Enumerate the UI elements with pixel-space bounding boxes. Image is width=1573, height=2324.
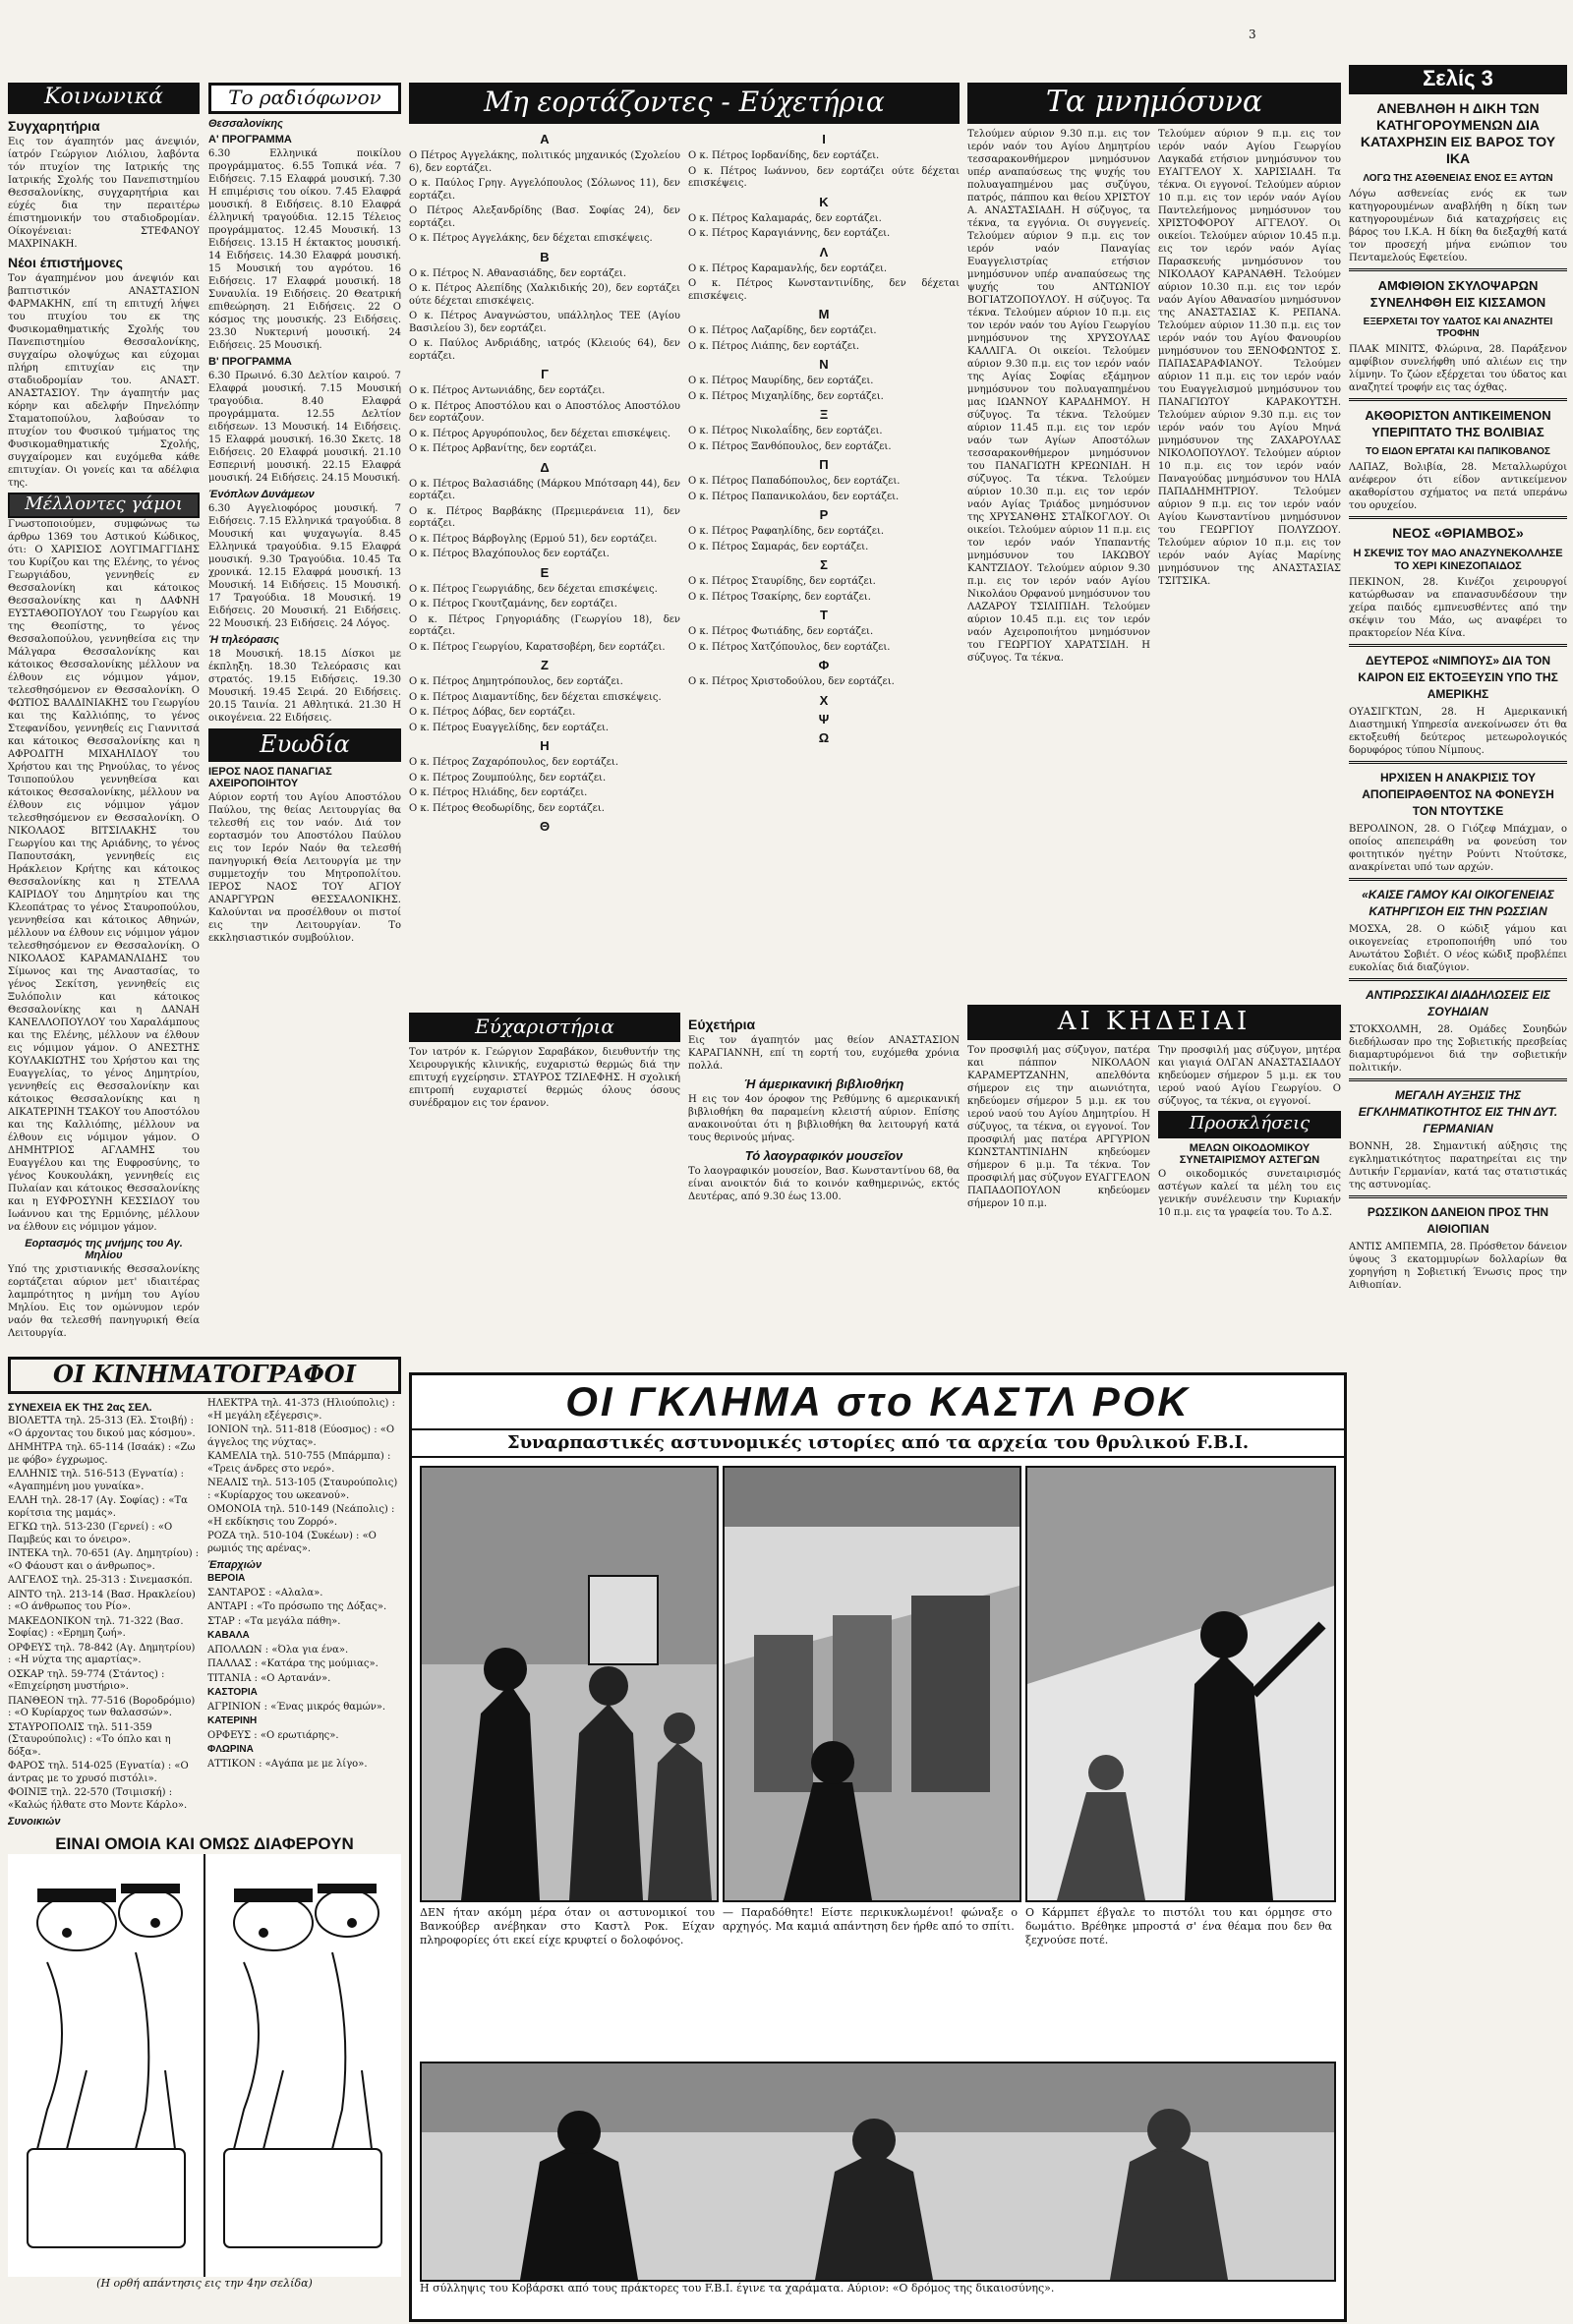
wish-entry: Ο κ. Πέτρος Αρβανίτης, δεν εορτάζει.: [409, 443, 597, 454]
wish-entry: Ο κ. Πέτρος Σαμαράς, δεν εορτάζει.: [688, 541, 869, 552]
cinema-listing: ΑΛΓΕΛΟΣ τηλ. 25-313 : Σινεμασκόπ.: [8, 1575, 193, 1586]
cinema-listing: ΚΑΜΕΛΙΑ τηλ. 510-755 (Μπάρμπα) : «Τρεις άνδρες στο νερό».: [207, 1451, 391, 1475]
text-amphibian: ΠΛΑΚ ΜΙΝΙΤΣ, Φλώρινα, 28. Παράξενον αμφίβιον συνελήφθη υπό αλιέων εις την λίμνην. Το ζώον εξέρχεται του ύδατος και αναζητεί τροφήν εις τας όχθας.: [1349, 344, 1567, 393]
page-number: 3: [1249, 28, 1256, 41]
text-nimbus: ΟΥΑΣΙΓΚΤΩΝ, 28. Η Αμερικανική Διαστημική Υπηρεσία ανεκοίνωσεν ότι θα εκτοξευθή δεύτερος μετεωρολογικός δορυφόρος τύπου Νίμπους.: [1349, 707, 1567, 756]
radio-program-3-title: Ένόπλων Δυνάμεων: [208, 489, 315, 500]
wish-entry: Ο κ. Πέτρος Γεωργιάδης, δεν δέχεται επισκέψεις.: [409, 583, 658, 595]
radio-program-2-text: 6.30 Πρωινό. 6.30 Δελτίον καιρού. 7 Ελαφρά μουσική. 7.15 Μουσική τραγούδια. 8.40 Ελαφρά προγράμματα. 12.55 Δελτίον ειδήσεων. 13 Μουσική. 14 Ειδήσεις. 15 Ελαφρά μουσική. 16.30 Σκετς. 18 Ειδήσεις. 20 Ελαφρά μουσική. 21.10 Εσπερινή μουσική. 22.15 Ελαφρά μουσική. 24 Ειδήσεις. 24.15 Μουσική.: [208, 371, 401, 484]
wish-entry: Ο κ. Πέτρος Καραγιάννης, δεν εορτάζει.: [688, 228, 891, 239]
text-sweden: ΣΤΟΚΧΟΛΜΗ, 28. Ομάδες Σουηδών διεδήλωσαν προ της Σοβιετικής πρεσβείας διαμαρτυρόμενοι διά την σοβιετικήν πολιτικήν.: [1349, 1024, 1567, 1074]
radio-program-2-title: Β' ΠΡΟΓΡΑΜΜΑ: [208, 356, 292, 368]
wish-entry: Ο κ. Πέτρος Φωτιάδης, δεν εορτάζει.: [688, 626, 874, 637]
wish-entry: Ο κ. Πέτρος Αντωνιάδης, δεν εορτάζει.: [409, 385, 606, 396]
banner-church: Ευωδία: [208, 728, 401, 762]
cinema-listing: ΒΙΟΛΕΤΤΑ τηλ. 25-313 (Ελ. Στοιβή) : «Ο άρχοντας του δικού μας κόσμου».: [8, 1416, 196, 1439]
wish-entry: Ο κ. Πέτρος Λαζαρίδης, δεν εορτάζει.: [688, 325, 877, 336]
wish-entry: Ο Πέτρος Αγγελάκης, πολιτικός μηχανικός (Σχολείου 6), δεν εορτάζει.: [409, 150, 680, 174]
province-city: ΦΛΩΡΙΝΑ: [207, 1744, 254, 1755]
wish-entry: Ο κ. Πέτρος Μαυρίδης, δεν εορτάζει.: [688, 376, 874, 386]
letter-heading: Ω: [818, 729, 830, 745]
wish-entry: Ο κ. Πέτρος Βάρβογλης (Ερμού 51), δεν εορτάζει.: [409, 533, 658, 545]
cinema-listing: ΔΗΜΗΤΡΑ τηλ. 65-114 (Ισαάκ) : «Ζω με φόβο» έγχρωμος.: [8, 1442, 196, 1466]
headline-triumph: ΝΕΟΣ «ΘΡΙΑΜΒΟΣ»: [1392, 525, 1524, 541]
wish-entry: Ο κ. Πέτρος Χατζόπουλος, δεν εορτάζει.: [688, 641, 891, 653]
wish-entry: Ο κ. Πέτρος Σταυρίδης, δεν εορτάζει.: [688, 576, 876, 587]
letter-heading: Ζ: [541, 658, 549, 672]
wish-entry: Ο κ. Πέτρος Ζαχαρόπουλος, δεν εορτάζει.: [409, 757, 619, 768]
wish-entry: Ο Πέτρος Αλεξανδρίδης (Βασ. Σοφίας 24), δεν εορτάζει.: [409, 205, 680, 229]
wish-entry: Ο κ. Πέτρος Ν. Αθανασιάδης, δεν εορτάζει.: [409, 267, 627, 279]
province-city: ΚΑΒΑΛΑ: [207, 1630, 250, 1641]
letter-heading: Ν: [819, 357, 829, 372]
wish-entry: Ο κ. Πέτρος Αλεπίδης (Χαλκιδικής 20), δεν εορτάζει ούτε δέχεται επισκέψεις.: [409, 283, 680, 307]
cinemas-subtitle: ΣΥΝΕΧΕΙΑ ΕΚ ΤΗΣ 2ας ΣΕΛ.: [8, 1402, 152, 1414]
province-city: ΚΑΣΤΟΡΙΑ: [207, 1687, 258, 1698]
headline-nimbus: ΔΕΥΤΕΡΟΣ «ΝΙΜΠΟΥΣ» ΔΙΑ ΤΟΝ ΚΑΙΡΟΝ ΕΙΣ ΕΚΤΟΞΕΥΣΙΝ ΥΠΟ ΤΗΣ ΑΜΕΡΙΚΗΣ: [1358, 654, 1558, 701]
column-society: [8, 83, 200, 1357]
cartoon-drawing: [8, 1854, 401, 2277]
letter-heading: Μ: [818, 307, 830, 321]
wish-entry: Ο κ. Πέτρος Βαλασιάδης (Μάρκου Μπότσαρη 44), δεν εορτάζει.: [409, 478, 680, 501]
text-marriage-code: ΜΟΣΧΑ, 28. Ο κώδιξ γάμου και οικογενείας ετροποποιήθη υπό του Ανωτάτου Σοβιέτ. Ο νέος κώδιξ προβλέπει ευκολίας διά διαζύγιον.: [1349, 924, 1567, 973]
wish-entry: Ο κ. Πέτρος Μιχαηλίδης, δεν εορτάζει.: [688, 390, 884, 402]
section-text-weddings: Γνωστοποιούμεν, συμφώνως τω άρθρω 1369 του Αστικού Κώδικος, ότι: Ο ΧΑΡΙΣΙΟΣ ΛΟΥΓΙΜΑΓΓΙΔΗΣ του Κυρίζου και της Ελένης, το γένος Γεωργιάδου, γεννηθείς εν Θεσσαλονίκη και κάτοικος Θεσσαλονίκης και η ΔΑΦΝΗ ΕΥΣΤΑΘΟΠΟΥΛΟΥ του Γεωργίου και της Θεοπίστης, το γένος Θεσσαλοπούλου, γεννηθείσα εις την Μάλγαρα Θεσσαλονίκης και κάτοικος Θεσσαλονίκης μέλλουν να έλθουν εις νόμιμον γάμον, τελεσθησόμενον εν Θεσσαλονίκη. Ο ΦΩΤΙΟΣ ΒΑΛΔΙΝΙΑΚΗΣ του Γεωργίου και της Καλλιόπης, το γένος Στεφανίδου, γεννηθείς εις Γιαννιτσά και κάτοικος Θεσσαλονίκης και η ΑΦΡΟΔΙΤΗ ΜΙΧΑΗΛΙΔΟΥ του Χρήστου και της Ρηνούλας, το γένος Τσιποπούλου γεννηθείσα και κάτοικος Θεσσαλονίκης, μέλλουν να έλθουν εις νόμιμον γάμον τελεσθησόμενον εν Θεσσαλονίκη. Ο ΝΙΚΟΛΑΟΣ ΒΙΤΣΙΛΑΚΗΣ του Γεωργίου και της Αριάδνης, το γένος Παπουτσάκη, γεννηθείς εις Ηράκλειον Κρήτης και κάτοικος Θεσσαλονίκης και η ΣΤΕΛΛΑ ΚΑΙΡΙΔΟΥ του Δημητρίου και της Κλεοπάτρας το γένος Σταυροπούλου, γεννηθείσα και κάτοικος Αθηνών, μέλλουν να έλθουν εις νόμιμον γάμον τελεσθησόμενον εν Θεσσαλονίκη. Ο ΝΙΚΟΛΑΟΣ ΚΑΡΑΜΑΝΛΙΔΗΣ του Σίμωνος και της Αναστασίας, το γένος Σεκίτση, γεννηθείς εις Ξυλόπολιν και κάτοικος Θεσσαλονίκης και η ΔΑΝΑΗ ΚΑΝΕΛΛΟΠΟΥΛΟΥ του Χαραλάμπους και της Ελένης, μέλλουν να έλθουν εις νόμιμον γάμον. Ο ΑΝΕΣΤΗΣ ΚΟΥΛΑΚΙΩΤΗΣ του Χρήστου και της Ευαγγελίας, το γένος Δημητρίου, γεννηθείς εις Θεσσαλονίκην και κάτοικος Θεσσαλονίκης και η ΑΙΚΑΤΕΡΙΝΗ ΤΣΑΚΟΥ του Αποστόλου και της Καλλιόπης, μέλλουν να έλθουν εις νόμιμον γάμον. Ο ΔΗΜΗΤΡΙΟΣ ΑΓΛΑΜΗΣ του Ευαγγέλου και της Ευφροσύνης, το γένος Κουκουλάκη, γεννηθείς εις Πυλαίαν και κάτοικος Θεσσαλονίκης και η ΕΥΦΡΟΣΥΝΗ ΚΕΣΣΙΔΟΥ του Ιωάννου και της Ερμιόνης, μέλλουν να έλθουν εις νόμιμον γάμον.: [8, 519, 200, 1233]
letter-heading: Θ: [539, 819, 551, 834]
banner-thanks: Εύχαριστήρια: [409, 1013, 680, 1042]
comic-panel-1: [420, 1466, 719, 1902]
cinemas-neighborhood-title: Συνοικιών: [8, 1816, 61, 1825]
euch-text: Εις τον άγαπητόν μας θείον ΑΝΑΣΤΑΣΙΟΝ ΚΑΡΑΓΙΑΝΝΗ, επί τη εορτή του, ευχόμεθα χρόνια πολλά.: [688, 1035, 960, 1072]
wishes-list-right: [688, 128, 960, 838]
wish-entry: Ο κ. Πέτρος Διαμαντίδης, δεν δέχεται επισκέψεις.: [409, 691, 662, 703]
wish-entry: Ο κ. Πέτρος Ηλιάδης, δεν εορτάζει.: [409, 787, 588, 798]
radio-program-1-title: Α' ΠΡΟΓΡΑΜΜΑ: [208, 134, 292, 145]
text-triumph: ΠΕΚΙΝΟΝ, 28. Κινέζοι χειρουργοί κατώρθωσαν να επανασυνδέσουν την χείρα παιδός εμπνευσθέντες από την σκέψιν του Μάο, ως αναφέρει το πρακτορείον Νέα Κίνα.: [1349, 577, 1567, 639]
section-title-new-scientists: Νέοι έπιστήμονες: [8, 255, 123, 270]
cinema-listing: ΑΤΤΙΚΟΝ : «Αγάπα με με λίγο».: [207, 1758, 368, 1770]
wish-entry: Ο κ. Πέτρος Βαρβάκης (Πρεμιεράνεια 11), δεν εορτάζει.: [409, 505, 680, 529]
cinema-listing: ΑΙΝΤΟ τηλ. 213-14 (Βασ. Ηρακλείου) : «Ο άνθρωπος του Ρίο».: [8, 1589, 196, 1612]
wish-entry: Ο κ. Πέτρος Θεοδωρίδης, δεν εορτάζει.: [409, 802, 605, 814]
wish-entry: Ο κ. Πέτρος Καραμανλής, δεν εορτάζει.: [688, 262, 888, 274]
banner-wishes: Μη εορτάζοντες - Εύχετήρια: [409, 83, 960, 124]
headline-amphibian: ΑΜΦΙΘΙΟΝ ΣΚΥΛΟΨΑΡΩΝ ΣΥΝΕΛΗΦΘΗ ΕΙΣ ΚΙΣΣΑΜΟΝ: [1369, 278, 1546, 310]
wish-entry: Ο κ. Πέτρος Λιάπης, δεν εορτάζει.: [688, 340, 860, 352]
comic-panel-2: [723, 1466, 1021, 1902]
headline-ufo: ΑΚΘΟΡΙΣΤΟΝ ΑΝΤΙΚΕΙΜΕΝΟΝ ΥΠΕΡΙΠΤΑΤΟ ΤΗΣ ΒΟΛΙΒΙΑΣ: [1365, 408, 1551, 439]
cartoon-title: ΕΙΝΑΙ ΟΜΟΙΑ ΚΑΙ ΟΜΩΣ ΔΙΑΦΕΡΟΥΝ: [55, 1834, 354, 1853]
wish-entry: Ο κ. Πέτρος Ζουμπούλης, δεν εορτάζει.: [409, 772, 607, 784]
section-title-congrats: Συγχαρητήρια: [8, 118, 100, 134]
wish-entry: Ο κ. Πέτρος Αργυρόπουλος, δεν δέχεται επισκέψεις.: [409, 428, 671, 439]
letter-heading: Δ: [540, 459, 550, 475]
wish-entry: Ο κ. Πέτρος Γρηγοριάδης (Γεωργίου 18), δεν εορτάζει.: [409, 613, 680, 637]
cinema-listing: ΟΜΟΝΟΙΑ τηλ. 510-149 (Νεάπολις) : «Η εκδίκησις του Ζορρό».: [207, 1504, 395, 1528]
cinema-listing: ΣΑΝΤΑΡΟΣ : «Αλαλα».: [207, 1587, 323, 1598]
wish-entry: Ο κ. Πέτρος Δημητρόπουλος, δεν εορτάζει.: [409, 676, 623, 687]
folk-text: Το λαογραφικόν μουσείον, Βασ. Κωνσταντίνου 68, θα είναι ανοικτόν διά το κοινόν καθημερινώς, εκτός Δευτέρας, από 9.30 έως 13.00.: [688, 1166, 960, 1202]
headline-germany-crime: ΜΕΓΑΛΗ ΑΥΞΗΣΙΣ ΤΗΣ ΕΓΚΛΗΜΑΤΙΚΟΤΗΤΟΣ ΕΙΣ ΤΗΝ ΔΥΤ. ΓΕΡΜΑΝΙΑΝ: [1358, 1088, 1558, 1135]
cinema-listing: ΟΣΚΑΡ τηλ. 59-774 (Στάντος) : «Επιχείρηση μυστήριο».: [8, 1668, 165, 1692]
wish-entry: Ο κ. Πέτρος Αγγελάκης, δεν δέχεται επισκέψεις.: [409, 233, 653, 244]
comic-title: ΟΙ ΓΚΛΗΜΑ στο ΚΑΣΤΛ ΡΟΚ: [412, 1375, 1344, 1430]
tv-title: Ή τηλεόρασις: [208, 634, 280, 646]
church-text: Αύριον εορτή του Αγίου Αποστόλου Παύλου, της θείας Λειτουργίας θα τελεσθή εις τον ναόν. Διά τον εορτασμόν του Αποστόλου Παύλου εις τον Ιερόν Ναόν θα τελεσθή πανηγυρική Θεία Λειτουργία με την συμμετοχήν του Μητροπολίτου. ΙΕΡΟΣ ΝΑΟΣ ΤΟΥ ΑΓΙΟΥ ΑΝΑΡΓΥΡΩΝ ΘΕΣΣΑΛΟΝΙΚΗΣ. Καλούνται να προσέλθουν οι πιστοί εις την Λειτουργίαν. Το εκκλησιαστικόν συμβούλιον.: [208, 792, 401, 944]
cinema-listing: ΦΟΙΝΙΞ τηλ. 22-570 (Τσιμισκή) : «Καλώς ήλθατε στο Μοντε Κάρλο».: [8, 1787, 188, 1811]
cinema-listing: ΤΙΤΑΝΙΑ : «Ο Αρτανάν».: [207, 1672, 331, 1684]
cinemas-block: [8, 1357, 401, 1825]
radio-program-1-text: 6.30 Ελληνικά ποικίλου προγράμματος. 6.55 Τοπικά νέα. 7 Ειδήσεις. 7.15 Ελαφρά μουσική. 7.30 Η επιμέρισις του οίκου. 7.45 Ελαφρά μουσική. 8 Ειδήσεις. 8.10 Ελαφρά έλληνική τραγούδια. 12.15 Τέλειος προγράμματος. 12.45 Μουσική. 13 Ειδήσεις. 13.15 Η έκτακτος μουσική. 14 Ειδήσεις. 14.30 Ελαφρά μουσική. 15 Μουσική του αγρότου. 16 Ειδήσεις. 17 Ελαφρά μουσική. 18 Συναυλία. 19 Ειδήσεις. 20 Θεατρική επιθεώρηση. 21 Ειδήσεις. 22 Ο κόσμος της μουσικής. 23 Ειδήσεις. 23.30 Νυκτερινή μουσική. 24 Ειδήσεις. 25 Μουσική.: [208, 148, 401, 351]
banner-page: Σελίς 3: [1349, 65, 1567, 94]
wish-entry: Ο κ. Πέτρος Τσακίρης, δεν εορτάζει.: [688, 591, 871, 603]
letter-heading: Λ: [819, 244, 829, 260]
wish-entry: Ο κ. Πέτρος Αποστόλου και ο Αποστόλος Αποστόλου δεν εορτάζουν.: [409, 400, 680, 424]
letter-heading: Κ: [819, 194, 829, 209]
section-text-congrats: Εις τον άγαπητόν μας άνεψιόν, ίατρόν Γεώργιον Λιόλιου, λαβόντα τόν πτυχίον της Ιατρικής της Ιατρικής Σχολής του Πανεπιστημίου Θεσσαλονίκης, συγχαρητήρια και εύχές δια την περαιτέρω έπιστημονικήν του σταδιοδρομίαν. Οίκογένειαι: ΣΤΕΦΑΝΟΥ ΜΑΧΡΙΝΑΚΗ.: [8, 137, 200, 250]
subhead-ufo: ΤΟ ΕΙΔΟΝ ΕΡΓΑΤΑΙ ΚΑΙ ΠΑΠΙΚΟΒΑΝΟΣ: [1366, 446, 1550, 457]
church-subtitle: ΙΕΡΟΣ ΝΑΟΣ ΠΑΝΑΓΙΑΣ ΑΧΕΙΡΟΠΟΙΗΤΟΥ: [208, 766, 332, 789]
wish-entry: Ο κ. Πέτρος Γεωργίου, Καρατσοβέρη, δεν εορτάζει.: [409, 641, 666, 653]
letter-heading: Ε: [540, 564, 550, 580]
wish-entry: Ο κ. Πέτρος Χριστοδούλου, δεν εορτάζει.: [688, 676, 895, 687]
wish-entry: Ο κ. Πέτρος Παπανικολάου, δεν εορτάζει.: [688, 491, 900, 502]
wish-entry: Ο κ. Πέτρος Δόβας, δεν εορτάζει.: [409, 707, 576, 718]
cinema-listing: ΣΤΑΡ : «Τα μεγάλα πάθη».: [207, 1615, 341, 1627]
tv-text: 18 Μουσική. 18.15 Δίσκοι με έκπληξη. 18.30 Τελεόρασις και στρατός. 19.15 Ειδήσεις. 19.30 Μουσική. 19.45 Σειρά. 20 Ειδήσεις. 20.15 Ταινία. 21 Αθλητικά. 21.30 Η οικογένεια. 22 Ειδήσεις.: [208, 649, 401, 724]
wish-entry: Ο κ. Πέτρος Γκουτζαμάνης, δεν εορτάζει.: [409, 599, 617, 610]
cinema-listing: ΕΛΛΗΝΙΣ τηλ. 516-513 (Εγνατία) : «Αγαπημένη μου γυναίκα».: [8, 1469, 185, 1492]
text-ufo: ΛΑΠΑΖ, Βολιβία, 28. Μεταλλωρύχοι ανέφερον ότι είδον αντικείμενον ακαθορίστου σχήματος να πετά υπεράνω του ορυχείου.: [1349, 462, 1567, 511]
letter-heading: Γ: [541, 367, 549, 381]
cartoon-caption: (Η ορθή απάντησις εις την 4ην σελίδα): [96, 2277, 313, 2290]
radio-station: Θεσσαλονίκης: [208, 118, 283, 130]
cinema-listing: ΜΑΚΕΔΟΝΙΚΟΝ τηλ. 71-322 (Βασ. Σοφίας) : «Ερημη ζωή».: [8, 1615, 184, 1639]
comic-caption-4: Η σύλληψις του Κοβάρσκι από τους πράκτορες του F.B.I. έγινε τα χαράματα. Αύριον: «Ο δρόμος της δικαιοσύνης».: [420, 2282, 1055, 2295]
letter-heading: Χ: [819, 692, 829, 708]
funerals-block: [967, 1005, 1341, 1359]
subhead-ika: ΛΟΓΩ ΤΗΣ ΑΣΘΕΝΕΙΑΣ ΕΝΟΣ ΕΞ ΑΥΤΩΝ: [1363, 173, 1553, 184]
notices-block: [688, 1013, 960, 1357]
cinema-listing: ΡΟΖΑ τηλ. 510-104 (Συκέων) : «Ο ρωμιός της αρένας».: [207, 1531, 377, 1554]
letter-heading: Τ: [820, 608, 828, 622]
letter-heading: Η: [540, 738, 550, 753]
wish-entry: Ο κ. Πέτρος Κωνσταντινίδης, δεν δέχεται επισκέψεις.: [688, 278, 960, 302]
text-dutschke: ΒΕΡΟΛΙΝΟΝ, 28. Ο Γιόζεφ Μπάχμαν, ο οποίος απεπειράθη να φονεύση τον φοιτητικόν ηγέτην Ρούντι Ντούτσκε, ανακρίνεται υπό των αρχών.: [1349, 824, 1567, 873]
wishes-list-left: [409, 128, 680, 838]
cinema-listing: ΝΕΑΛΙΣ τηλ. 513-105 (Σταυρούπολις) : «Κυρίαρχος του ωκεανού».: [207, 1478, 398, 1501]
wish-entry: Ο κ. Πέτρος Νικολαΐδης, δεν εορτάζει.: [688, 426, 883, 436]
wish-entry: Ο κ. Παύλος Γρηγ. Αγγελόπουλος (Σόλωνος 11), δεν εορτάζει.: [409, 178, 680, 202]
comic-panel-4: [420, 2062, 1336, 2282]
letter-heading: Φ: [818, 658, 830, 672]
province-city: ΒΕΡΟΙΑ: [207, 1573, 246, 1584]
cinema-listing: ΑΓΡΙΝΙΟΝ : «Ένας μικρός θαμών».: [207, 1701, 386, 1713]
memorials-text-left: Τελούμεν αύριον 9.30 π.μ. εις τον ιερόν ναόν του Αγίου Δημητρίου τεσσαρακονθήμερον μνημόσυνον υπέρ αναπαύσεως της ψυχής του πολυαγαπημένου μας συζύγου, πατρός, πάππου και θείου ΧΡΙΣΤΟΥ Α. ΑΝΑΣΤΑΣΙΑΔΗ. Η σύζυγος, τα τέκνα, τα εγγόνια. Οι συγγενείς. Τελούμεν αύριον 9 π.μ. εις τον ιερόν ναόν Παναγίας Ευαγγελιστρίας ετήσιον μνημόσυνον υπέρ αναπαύσεως της ψυχής του ΑΝΤΩΝΙΟΥ ΒΟΓΙΑΤΖΟΠΟΥΛΟΥ. Η σύζυγος. Τα τέκνα. Τελούμεν αύριον 10 π.μ. εις τον ιερόν ναόν του Αγίου Γεωργίου μνημόσυνον της ΧΡΥΣΟΥΛΑΣ ΚΑΛΛΙΓΑ. Οι οικείοι. Τελούμεν αύριον 9.30 π.μ. εις τον ιερόν ναόν της Αγίας Σοφίας εξάμηνον μνημόσυνον του πολυαγαπημένου μας ΙΩΑΝΝΟΥ ΚΑΡΑΔΗΜΟΥ. Η σύζυγος. Τα τέκνα. Τελούμεν αύριον 11.45 π.μ. εις τον ιερόν ναόν των Αγίων Αποστόλων τεσσαρακονθήμερον μνημόσυνον του ΠΑΝΑΓΙΩΤΗ ΚΡΕΩΝΙΔΗ. Η σύζυγος. Τα τέκνα. Τελούμεν αύριον 10.30 π.μ. εις τον ιερόν ναόν Αγίας Τριάδος μνημόσυνον της ΧΡΥΣΑΝΘΗΣ ΣΤΑΪΚΟΓΛΟΥ. Οι οικείοι. Τελούμεν αύριον 11 π.μ. εις τον ιερόν ναόν Υπαπαντής μνημόσυνον του ΙΑΚΩΒΟΥ ΚΑΝΤΖΙΔΟΥ. Τελούμεν αύριον 9.30 π.μ. εις τον ιερόν ναόν Αγίου Νικολάου Ορφανού μνημόσυνον του ΛΑΖΑΡΟΥ ΤΣΙΛΙΠΙΔΗ. Τελούμεν αύριον 10.45 π.μ. εις τον ιερόν ναόν Αχειροποιήτου μνημόσυνον του ΓΕΩΡΓΙΟΥ ΧΑΡΑΤΣΙΔΗ. Η σύζυγος. Τα τέκνα.: [967, 129, 1150, 664]
invitations-text: Ο οικοδομικός συνεταιρισμός αστέγων καλεί τα μέλη του εις γενικήν συνέλευσιν την Κυριακήν 10 π.μ. εις τα γραφεία του. Το Δ.Σ.: [1158, 1169, 1341, 1218]
cartoon-block: [8, 1834, 401, 2306]
comic-subtitle: Συναρπαστικές αστυνομικές ιστορίες από τα αρχεία του θρυλικού F.B.I.: [412, 1430, 1344, 1458]
column-news: [1349, 65, 1567, 2316]
cinema-listing: ΑΝΤΑΡΙ : «Το πρόσωπο της Δόξας».: [207, 1601, 387, 1612]
memorials-text-right: Τελούμεν αύριον 9 π.μ. εις τον ιερόν ναόν Αγίου Γεωργίου Λαγκαδά ετήσιον μνημόσυνον του ΕΥΑΓΓΕΛΟΥ Χ. ΧΑΡΙΣΙΑΔΗ. Τα τέκνα. Οι εγγονοί. Τελούμεν αύριον 10 π.μ. εις τον ιερόν ναόν Αγίου Παντελεήμονος μνημόσυνον του ΧΡΙΣΤΟΦΟΡΟΥ ΑΓΓΕΛΟΥ. Οι οικείοι. Τελούμεν αύριον 10.45 π.μ. εις τον ιερόν ναόν Αγίας Παρασκευής μνημόσυνον του ΝΙΚΟΛΑΟΥ ΚΑΡΑΝΑΘΗ. Τελούμεν αύριον 10.30 π.μ. εις τον ιερόν ναόν Αγίου Αθανασίου μνημόσυνον της ΑΝΑΣΤΑΣΙΑΣ Κ. ΡΕΠΑΝΑ. Τελούμεν αύριον 11.30 π.μ. εις τον ιερόν ναόν του Αγίου Φανουρίου μνημόσυνον του ΞΕΝΟΦΩΝΤΟΣ Σ. ΠΑΠΑΣΑΡΑΦΙΑΝΟΥ. Τελούμεν αύριον 11 π.μ. εις τον ιερόν ναόν του Ευαγγελισμού μνημόσυνον του ΠΑΝΑΓΙΩΤΟΥ ΚΑΡΑΚΟΥΤΣΗ. Τελούμεν αύριον 9.30 π.μ. εις τον ιερόν ναόν του Αγίου Μηνά μνημόσυνον της ΖΑΧΑΡΟΥΛΑΣ ΝΙΚΟΛΟΠΟΥΛΟΥ. Τελούμεν αύριον 10 π.μ. εις τον ιερόν ναόν Παναγούδας μνημόσυνον του ΗΛΙΑ ΠΑΠΑΔΗΜΗΤΡΙΟΥ. Τελούμεν αύριον 9 π.μ. εις τον ιερόν ναόν Αγίου Κωνσταντίνου μνημόσυνον του ΓΕΩΡΓΙΟΥ ΠΟΛΥΖΩΟΥ. Τελούμεν αύριον 10 π.μ. εις τον ιερόν ναόν Αγίας Μαρίνης μνημόσυνον της ΑΝΑΣΤΑΣΙΑΣ ΤΣΙΤΣΙΚΑ.: [1158, 129, 1341, 587]
cinema-listing: ΙΟΝΙΟΝ τηλ. 511-818 (Εύοσμος) : «Ο άγγελος της νύχτας».: [207, 1424, 395, 1448]
cinema-listing: ΕΛΛΗ τηλ. 28-17 (Αγ. Σοφίας) : «Τα κορίτσια της μαμάς».: [8, 1495, 188, 1519]
invitations-title: ΜΕΛΩΝ ΟΙΚΟΔΟΜΙΚΟΥ ΣΥΝΕΤΑΙΡΙΣΜΟΥ ΑΣΤΕΓΩΝ: [1179, 1142, 1320, 1166]
cinemas-list-left: [8, 1398, 200, 1825]
banner-radio: Το ραδιόφωνον: [208, 83, 401, 114]
wish-entry: Ο κ. Πέτρος Ιορδανίδης, δεν εορτάζει.: [688, 150, 880, 161]
text-ethiopia-loan: ΑΝΤΙΣ ΑΜΠΕΜΠΑ, 28. Πρόσθετον δάνειον ύψους 3 εκατομμυρίων δολλαρίων θα χορηγήση η Σοβιετική Ένωσις προς την Αιθιοπίαν.: [1349, 1242, 1567, 1291]
cinemas-title: ΟΙ ΚΙΝΗΜΑΤΟΓΡΑΦΟΙ: [8, 1357, 401, 1394]
cinema-listing: ΟΡΦΕΥΣ τηλ. 78-842 (Αγ. Δημητρίου) : «Η νύχτα της αμαρτίας».: [8, 1642, 196, 1665]
banner-society: Κοινωνικά: [8, 83, 200, 114]
text-ika: Λόγω ασθενείας ενός εκ των κατηγορουμένων αναβλήθη η δίκη των κατηγορουμένων διά καταχρήσεις εις βάρος του Ι.Κ.Α. Η δίκη θα διεξαχθή κατά τον προσεχή μήνα ενώπιον του Πενταμελούς Εφετείου.: [1349, 189, 1567, 263]
province-city: ΚΑΤΕΡΙΝΗ: [207, 1715, 258, 1726]
wish-entry: Ο κ. Πέτρος Ευαγγελίδης, δεν εορτάζει.: [409, 722, 610, 733]
comic-strip: [409, 1372, 1347, 2322]
wish-entry: Ο κ. Πέτρος Αναγνώστου, υπάλληλος ΤΕΕ (Αγίου Βασιλείου 3), δεν εορτάζει.: [409, 311, 680, 334]
wish-entry: Ο κ. Πέτρος Ραφαηλίδης, δεν εορτάζει.: [688, 526, 885, 537]
cinema-listing: ΟΡΦΕΥΣ : «Ο ερωτιάρης».: [207, 1729, 339, 1741]
wish-entry: Ο κ. Παύλος Ανδριάδης, ιατρός (Κλειούς 64), δεν εορτάζει.: [409, 338, 680, 362]
funerals-text-right: Την προσφιλή μας σύζυγον, μητέρα και γιαγιά ΟΛΓΑΝ ΑΝΑΣΤΑΣΙΑΔΟΥ κηδεύομεν σήμερον 5 μ.μ. εκ του ιερού ναού Αγίου Γεωργίου. Ο σύζυγος, τα τέκνα, οι εγγονοί.: [1158, 1045, 1341, 1107]
cinema-listing: ΣΤΑΥΡΟΠΟΛΙΣ τηλ. 511-359 (Σταυρούπολις) : «Το όπλο και η δόξα».: [8, 1721, 171, 1758]
letter-heading: Σ: [820, 557, 828, 572]
cinema-listing: ΠΑΛΛΑΣ : «Κατάρα της μούμιας».: [207, 1658, 379, 1669]
cinemas-provinces-title: Έπαρχιών: [207, 1559, 262, 1571]
text-germany-crime: ΒΟΝΝΗ, 28. Σημαντική αύξησις της εγκληματικότητος παρατηρείται εις την Δυτικήν Γερμανίαν, κατά τας στατιστικάς της αστυνομίας.: [1349, 1141, 1567, 1191]
comic-caption-2: — Παραδόθητε! Είστε περικυκλωμένοι! φώναξε ο αρχηγός. Μα καμιά απάντηση δεν ήρθε από το σπίτι.: [723, 1906, 1018, 1933]
thanks-block: [409, 1013, 680, 1357]
cinema-listing: ΗΛΕΚΤΡΑ τηλ. 41-373 (Ηλιούπολις) : «Η μεγάλη εξέγερσις».: [207, 1398, 395, 1422]
banner-funerals: ΑΙ ΚΗΔΕΙΑΙ: [967, 1005, 1341, 1040]
radio-program-3-text: 6.30 Αγγελιοφόρος μουσική. 7 Ειδήσεις. 7.15 Ελληνικά τραγούδια. 8 Μουσική και ψυχαγωγία. 8.45 Ελληνικά τραγούδια. 9.15 Ελαφρά μουσική. 9.30 Τραγούδια. 10.45 Τα χρονικά. 12.15 Ελαφρά μουσική. 13 Μουσική. 14 Ειδήσεις. 15 Μουσική. 17 Τραγούδια. 18 Μουσική. 19 Ειδήσεις. 20 Μουσική. 21 Ειδήσεις. 22 Μουσική. 23 Ειδήσεις. 24 Λόγος.: [208, 503, 401, 629]
thanks-text: Τον ιατρόν κ. Γεώργιον Σαραβάκον, διευθυντήν της Χειρουργικής κλινικής, ευχαριστώ θερμώς διά την επιτυχή εγχείρησιν. ΣΤΑΥΡΟΣ ΤΖΙΛΕΦΗΣ. Η σχολική επιτροπή ευχαριστεί θερμώς όλους όσους συνέδραμον εις τον έρανον.: [409, 1047, 680, 1109]
cinema-listing: ΠΑΝΘΕΟΝ τηλ. 77-516 (Βοροδρόμιο) : «Ο Κυρίαρχος των θαλασσών».: [8, 1695, 196, 1718]
cinema-listing: ΑΠΟΛΛΩΝ : «Όλα για ένα».: [207, 1644, 349, 1656]
wish-entry: Ο κ. Πέτρος Βλαχόπουλος δεν εορτάζει.: [409, 549, 610, 559]
subhead-amphibian: ΕΞΕΡΧΕΤΑΙ ΤΟΥ ΥΔΑΤΟΣ ΚΑΙ ΑΝΑΖΗΤΕΙ ΤΡΟΦΗΝ: [1363, 317, 1553, 339]
headline-sweden: ΑΝΤΙΡΩΣΣΙΚΑΙ ΔΙΑΔΗΛΩΣΕΙΣ ΕΙΣ ΣΟΥΗΔΙΑΝ: [1366, 988, 1550, 1018]
comic-panel-3: [1025, 1466, 1336, 1902]
biblio-text: Η εις τον 4ον όροφον της Ρεθύμνης 6 αμερικανική βιβλιοθήκη θα παραμείνη κλειστή αύριον. Επίσης ανακοινούται ότι η βιβλιοθήκη θα λειτουργή κατά τους θερινούς μήνας.: [688, 1094, 960, 1143]
letter-heading: Α: [540, 132, 550, 146]
cinema-listing: ΕΓΚΩ τηλ. 513-230 (Γερνεί) : «Ο Παμβεύς και το όνειρο».: [8, 1522, 173, 1545]
letter-heading: Π: [819, 457, 829, 472]
headline-dutschke: ΗΡΧΙΣΕΝ Η ΑΝΑΚΡΙΣΙΣ ΤΟΥ ΑΠΟΠΕΙΡΑΘΕΝΤΟΣ ΝΑ ΦΟΝΕΥΣΗ ΤΟΝ ΝΤΟΥΤΣΚΕ: [1362, 771, 1554, 818]
headline-ika: ΑΝΕΒΛΗΘΗ Η ΔΙΚΗ ΤΩΝ ΚΑΤΗΓΟΡΟΥΜΕΝΩΝ ΔΙΑ ΚΑΤΑΧΡΗΣΙΝ ΕΙΣ ΒΑΡΟΣ ΤΟΥ ΙΚΑ: [1360, 100, 1556, 166]
headline-marriage-code: «ΚΑΙΣΕ ΓΑΜΟΥ ΚΑΙ ΟΙΚΟΓΕΝΕΙΑΣ ΚΑΤΗΡΓΙΣΟΗ ΕΙΣ ΤΗΝ ΡΩΣΣΙΑΝ: [1362, 888, 1554, 918]
funerals-text-left: Τον προσφιλή μας σύζυγον, πατέρα και πάππον ΝΙΚΟΛΑΟΝ ΚΑΡΑΜΕΡΤΖΑΝΗΝ, απελθόντα σήμερον εις την αιωνιότητα, κηδεύομεν σήμερον 5 μ.μ. εκ του ιερού ναού του Αγίου Δημητρίου. Η σύζυγος, τα τέκνα, οι εγγονοί. Τον προσφιλή μας πατέρα ΑΡΓΥΡΙΟΝ ΚΩΝΣΤΑΝΤΙΝΙΔΗΝ κηδεύομεν σήμερον 6 μ.μ. Τα τέκνα. Τον προσφιλή μας σύζυγον ΕΥΑΓΓΕΛΟΝ ΠΑΠΑΔΟΠΟΥΛΟΝ κηδεύομεν σήμερον 10 π.μ.: [967, 1045, 1150, 1209]
subhead-triumph: Η ΣΚΕΨΙΣ ΤΟΥ ΜΑΟ ΑΝΑΖΥΝΕΚΟΛΛΗΣΕ ΤΟ ΧΕΡΙ ΚΙΝΕΖΟΠΑΙΔΟΣ: [1353, 548, 1563, 572]
euch-title: Εύχετήρια: [688, 1017, 756, 1032]
section-title-feast: Εορτασμός της μνήμης του Αγ. Μηλίου: [25, 1238, 183, 1261]
banner-memorials: Τα μνημόσυνα: [967, 83, 1341, 124]
biblio-title: Ή άμερικανική βιβλιοθήκη: [743, 1076, 904, 1091]
column-radio: [208, 83, 401, 1351]
letter-heading: Β: [540, 249, 550, 264]
wish-entry: Ο κ. Πέτρος Καλαμαράς, δεν εορτάζει.: [688, 212, 882, 224]
wish-entry: Ο κ. Πέτρος Ξανθόπουλος, δεν εορτάζει.: [688, 440, 892, 452]
wish-entry: Ο κ. Πέτρος Παπαδόπουλος, δεν εορτάζει.: [688, 476, 901, 487]
section-text-new-scientists: Τον άγαπημένον μου άνεψιόν και βαπτιστικόν ΑΝΑΣΤΑΣΙΟΝ ΦΑΡΜΑΚΗΝ, επί τη επιτυχή λήψει του πτυχίου του εκ της Φυσικομαθηματικής Σχολής του Πανεπιστημίου Θεσσαλονίκης, συγχαίρω ολοψύχως και εύχομαι πλήρη επιτυχίαν εις την σταδιοδρομίαν του. ΑΝΑΣΤ. ΑΝΑΣΤΑΣΙΟΥ. Την άγαπητήν μας κόρην και αδελφήν Πηνελόπην Σταματοπούλου, λαβούσαν το πτυχίον του Φυσικού τμήματος της Φυσικομαθηματικής Σχολής, συγχαίρομεν και ευχόμεθα κάθε επιτυχίαν. Οι γονείς και τα αδέλφια της.: [8, 273, 200, 489]
banner-weddings: Μέλλοντες γάμοι: [8, 493, 200, 518]
folk-title: Τό λαογραφικόν μουσεῖον: [744, 1148, 903, 1163]
letter-heading: Ρ: [819, 507, 829, 522]
wish-entry: Ο κ. Πέτρος Ιωάννου, δεν εορτάζει ούτε δέχεται επισκέψεις.: [688, 165, 960, 189]
letter-heading: Ξ: [819, 407, 829, 422]
comic-caption-1: ΔΕΝ ήταν ακόμη μέρα όταν οι αστυνομικοί του Βανκούβερ ανέβηκαν στο Καστλ Ροκ. Είχαν πληροφορίες ότι εκεί είχε κρυφτεί ο δολοφόνος.: [420, 1906, 715, 1946]
banner-invitations: Προσκλήσεις: [1158, 1111, 1341, 1138]
letter-heading: Ι: [822, 132, 826, 146]
cinemas-list-right: [207, 1398, 401, 1825]
headline-ethiopia-loan: ΡΩΣΣΙΚΟΝ ΔΑΝΕΙΟΝ ΠΡΟΣ ΤΗΝ ΑΙΘΙΟΠΙΑΝ: [1367, 1205, 1549, 1236]
comic-caption-3: Ο Κάρμπετ έβγαλε το πιστόλι του και όρμησε στο δωμάτιο. Βρέθηκε μπροστά σ' ένα θέαμα που δεν θα ξεχνούσε ποτέ.: [1025, 1906, 1332, 1946]
letter-heading: Ψ: [818, 711, 830, 726]
cinema-listing: ΦΑΡΟΣ τηλ. 514-025 (Εγνατία) : «Ο άντρας με το χρυσό πιστόλι».: [8, 1761, 189, 1784]
section-text-feast: Υπό της χριστιανικής Θεσσαλονίκης εορτάζεται αύριον μετ' ιδιαιτέρας λαμπρότητος η μνήμη του Αγίου Μηλίου. Εις τον ομώνυμον ιερόν ναόν θα τελεσθή πανηγυρική Θεία Λειτουργία.: [8, 1264, 200, 1339]
cinema-listing: ΙΝΤΕΚΑ τηλ. 70-651 (Αγ. Δημητρίου) : «Ο Φάουστ και ο άνθρωπος».: [8, 1548, 200, 1572]
